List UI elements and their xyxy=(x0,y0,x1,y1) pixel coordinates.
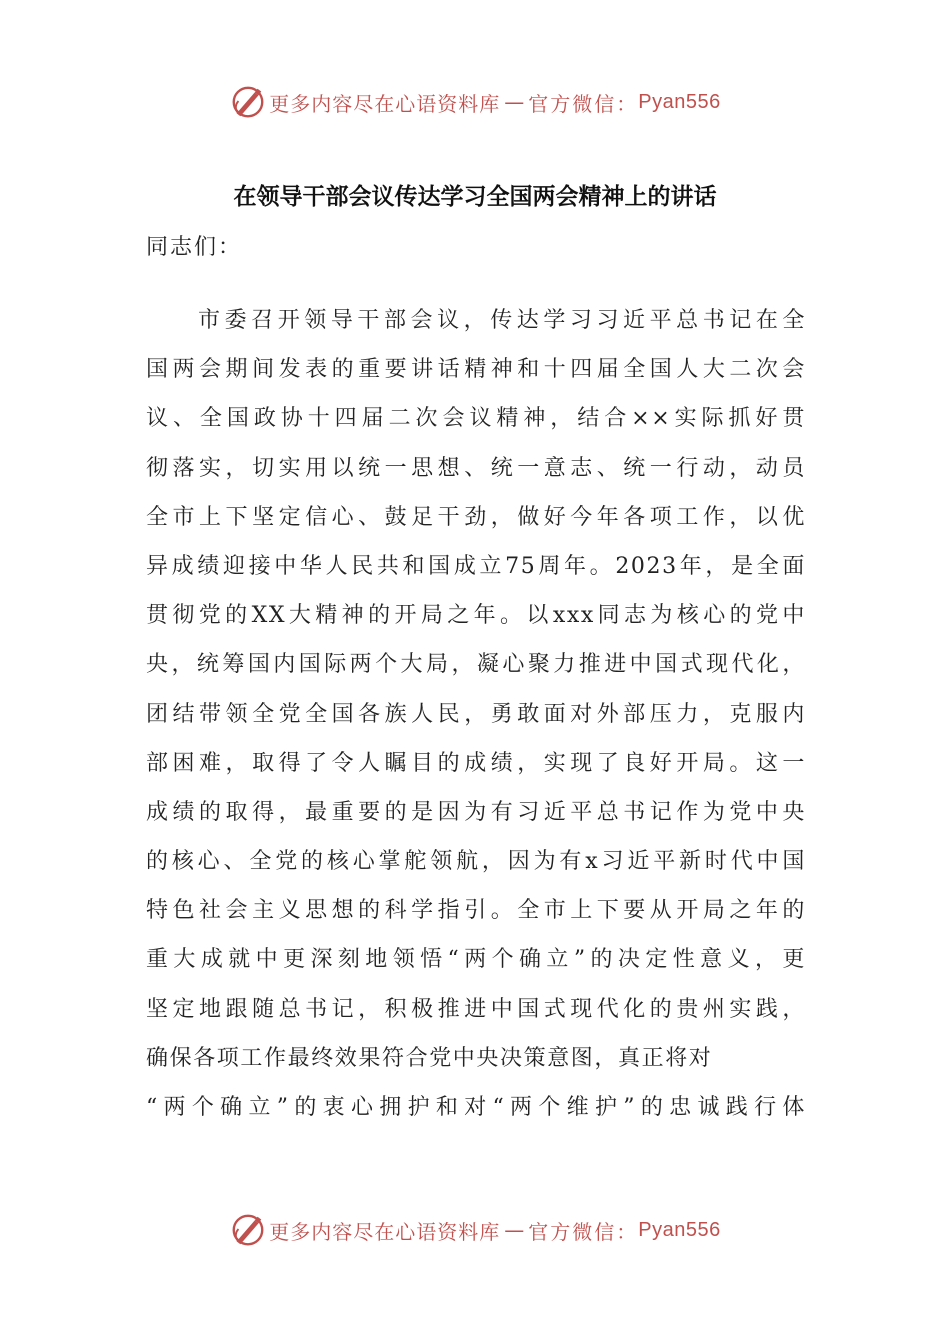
body-line: “两个确立”的衷心拥护和对“两个维护”的忠诚践行体 xyxy=(146,1095,806,1120)
body-line: 国两会期间发表的重要讲话精神和十四届全国人大二次会 xyxy=(146,357,806,383)
pen-circle-logo-icon xyxy=(229,83,267,121)
body-line: 确保各项工作最终效果符合党中央决策意图，真正将对 xyxy=(146,1045,713,1071)
body-line: 彻落实，切实用以统一思想、统一意志、统一行动，动员 xyxy=(146,455,806,481)
body-line: 坚定地跟随总书记，积极推进中国式现代化的贵州实践， xyxy=(146,996,806,1022)
header-banner xyxy=(0,82,950,122)
body-line: 重大成就中更深刻地领悟“两个确立”的决定性意义，更 xyxy=(146,947,806,973)
body-line: 团结带领全党全国各族人民，勇敢面对外部压力，克服内 xyxy=(146,701,806,727)
document-title: 在领导干部会议传达学习全国两会精神上的讲话 xyxy=(233,184,717,210)
wechat-id: Pyan556 xyxy=(638,90,721,113)
document-body xyxy=(146,296,806,1132)
body-line: 异成绩迎接中华人民共和国成立75周年。2023年，是全面 xyxy=(146,553,806,579)
body-line: 全市上下坚定信心、鼓足干劲，做好今年各项工作，以优 xyxy=(146,504,806,530)
body-line: 议、全国政协十四届二次会议精神，结合××实际抓好贯 xyxy=(146,406,806,432)
body-line: 市委召开领导干部会议，传达学习习近平总书记在全 xyxy=(198,308,806,333)
salutation: 同志们： xyxy=(146,235,243,260)
brand-separator: — xyxy=(504,1218,525,1242)
wechat-id: Pyan556 xyxy=(638,1218,721,1241)
wechat-label: 官方微信： xyxy=(528,1219,639,1244)
body-line: 贯彻党的XX大精神的开局之年。以xxx同志为核心的党中 xyxy=(146,603,806,629)
body-line: 央，统筹国内国际两个大局，凝心聚力推进中国式现代化， xyxy=(146,652,806,678)
body-line: 的核心、全党的核心掌舵领航，因为有x习近平新时代中国 xyxy=(146,849,806,875)
body-line: 特色社会主义思想的科学指引。全市上下要从开局之年的 xyxy=(146,898,806,924)
brand-name: 更多内容尽在心语资料库 xyxy=(269,91,501,116)
pen-circle-logo-icon xyxy=(229,1211,267,1249)
footer-banner xyxy=(0,1210,950,1250)
body-line: 部困难，取得了令人瞩目的成绩，实现了良好开局。这一 xyxy=(146,750,806,776)
brand-name: 更多内容尽在心语资料库 xyxy=(269,1219,501,1244)
brand-separator: — xyxy=(504,90,525,114)
wechat-label: 官方微信： xyxy=(528,91,639,116)
body-line: 成绩的取得，最重要的是因为有习近平总书记作为党中央 xyxy=(146,799,806,825)
